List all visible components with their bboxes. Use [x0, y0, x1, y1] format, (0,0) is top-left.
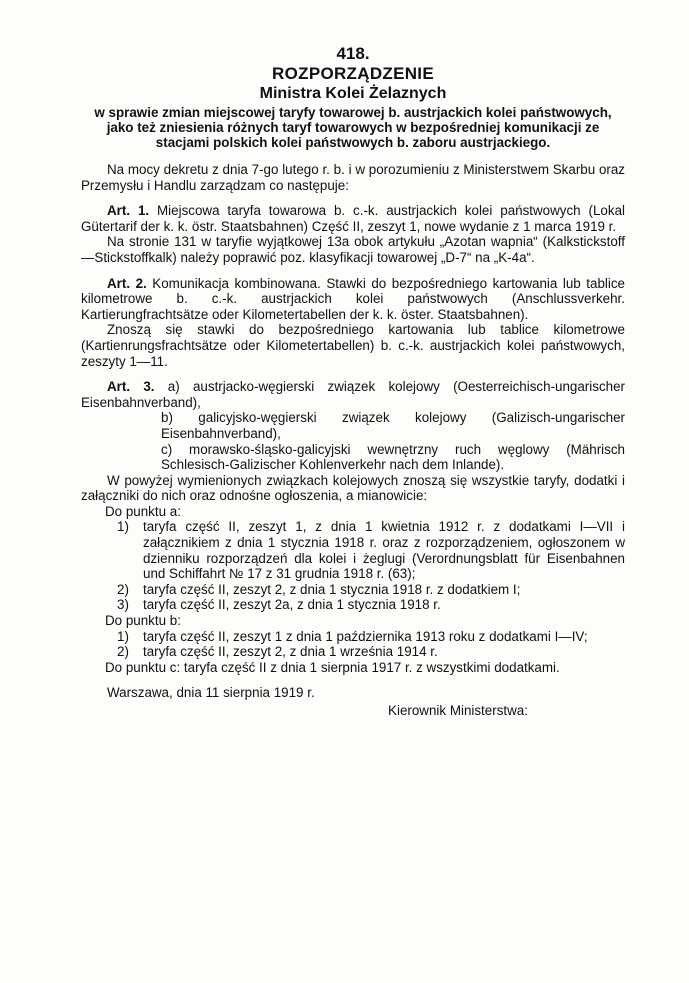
- article-1-label: Art. 1.: [107, 203, 150, 219]
- item-text: taryfa część II, zeszyt 1, z dnia 1 kwietnia 1912 r. z dodatkami I—VII i załącznikiem z dnia 1 stycznia 1918 r. oraz z rozporządzeniem, ogłoszonem w dzienniku rozporządzeń dla kolei i żeglugi (Verordnungsblatt für Eisenbahnen und Schiffahrt № 17 z 31 grudnia 1918 r. (63);: [143, 519, 625, 582]
- item-number: 1): [117, 628, 129, 644]
- list-item: [81, 582, 625, 598]
- article-2-text-2: Znoszą się stawki do bezpośredniego kartowania lub tablice kilometrowe (Kartienrungsfrachtsätze oder Kilometertabellen) b. c.-k. austrjackich kolei państwowych, zeszyty 1—11.: [81, 322, 625, 369]
- item-number: 3): [117, 597, 129, 613]
- list-item: [81, 629, 625, 645]
- item-text: taryfa część II, zeszyt 2, z dnia 1 stycznia 1918 r. z dodatkiem I;: [143, 581, 521, 597]
- article-3-a: a) austrjacko-węgierski związek kolejowy (Oesterreichisch-ungarischer Eisenbahnverband),: [81, 379, 625, 410]
- point-b-list: [81, 629, 625, 660]
- item-number: 2): [117, 644, 129, 660]
- item-text: taryfa część II, zeszyt 1 z dnia 1 października 1913 roku z dodatkami I—IV;: [143, 628, 588, 644]
- article-3-text: W powyżej wymienionych związkach kolejowych znoszą się wszystkie taryfy, dodatki i załączniki do nich oraz odnośne ogłoszenia, a mianowicie:: [81, 472, 625, 504]
- article-2-label: Art. 2.: [107, 275, 147, 291]
- article-2-text: Komunikacja kombinowana. Stawki do bezpośredniego kartowania lub tablice kilometrowe b. c.-k. austrjackich kolei państwowych (Anschlussverkehr. Kartierungfrachtsätze oder Kilometertabellen der k. k. öster. Staatsbahnen).: [81, 275, 625, 322]
- article-3-b: b) galicyjsko-węgierski związek kolejowy (Galizisch-ungarischer Eisenbahnverband),: [161, 410, 625, 441]
- article-1-text: Miejscowa taryfa towarowa b. c.-k. austrjackich kolei państwowych (Lokal Gütertarif der k. k. östr. Staatsbahnen) Część II, zeszyt 1, nowe wydanie z 1 marca 1919 r.: [81, 203, 625, 234]
- article-1-text-2: Na stronie 131 w taryfie wyjątkowej 13a obok artykułu „Azotan wapnia“ (Kalkstickstoff—Stickstoffkalk) należy poprawić poz. klasyfikacji towarowej „D-7“ na „K-4a“.: [81, 234, 625, 265]
- list-item: [81, 597, 625, 613]
- point-c: Do punktu c: taryfa część II z dnia 1 sierpnia 1917 r. z wszystkimi dodatkami.: [105, 659, 560, 675]
- article-1: [81, 203, 625, 234]
- item-text: taryfa część II, zeszyt 2, z dnia 1 września 1914 r.: [143, 644, 438, 660]
- preamble: Na mocy dekretu z dnia 7-go lutego r. b. i w porozumieniu z Ministerstwem Skarbu oraz Przemysłu i Handlu zarządzam co następuje:: [81, 162, 625, 193]
- point-a-heading: Do punktu a:: [105, 503, 181, 519]
- article-3: [81, 379, 625, 410]
- item-number: 1): [117, 519, 129, 535]
- article-3-label: Art. 3.: [107, 379, 155, 395]
- list-item: [81, 519, 625, 581]
- signature-line: Kierownik Ministerstwa:: [388, 703, 528, 718]
- document-title: ROZPORZĄDZENIE: [272, 64, 434, 83]
- article-3-c: c) morawsko-śląsko-galicyjski wewnętrzny ruch węglowy (Mährisch Schlesisch-Galizischer Kohlenverkehr nach dem Inlande).: [161, 441, 625, 473]
- point-b-heading: Do punktu b:: [105, 613, 181, 629]
- subject: w sprawie zmian miejscowej taryfy towarowej b. austrjackich kolei państwowych, jako też zniesienia różnych taryf towarowych w bezpośredniej komunikacji ze stacjami polskich kolei państwowych b. zaboru austrjackiego.: [94, 105, 612, 150]
- article-2: [81, 276, 625, 323]
- item-number: 2): [117, 581, 129, 597]
- act-number: 418.: [336, 44, 370, 63]
- issuer: Ministra Kolei Żelaznych: [259, 85, 447, 102]
- item-text: taryfa część II, zeszyt 2a, z dnia 1 stycznia 1918 r.: [143, 597, 441, 613]
- list-item: [81, 644, 625, 660]
- point-a-list: [81, 519, 625, 613]
- place-date: Warszawa, dnia 11 sierpnia 1919 r.: [107, 685, 315, 701]
